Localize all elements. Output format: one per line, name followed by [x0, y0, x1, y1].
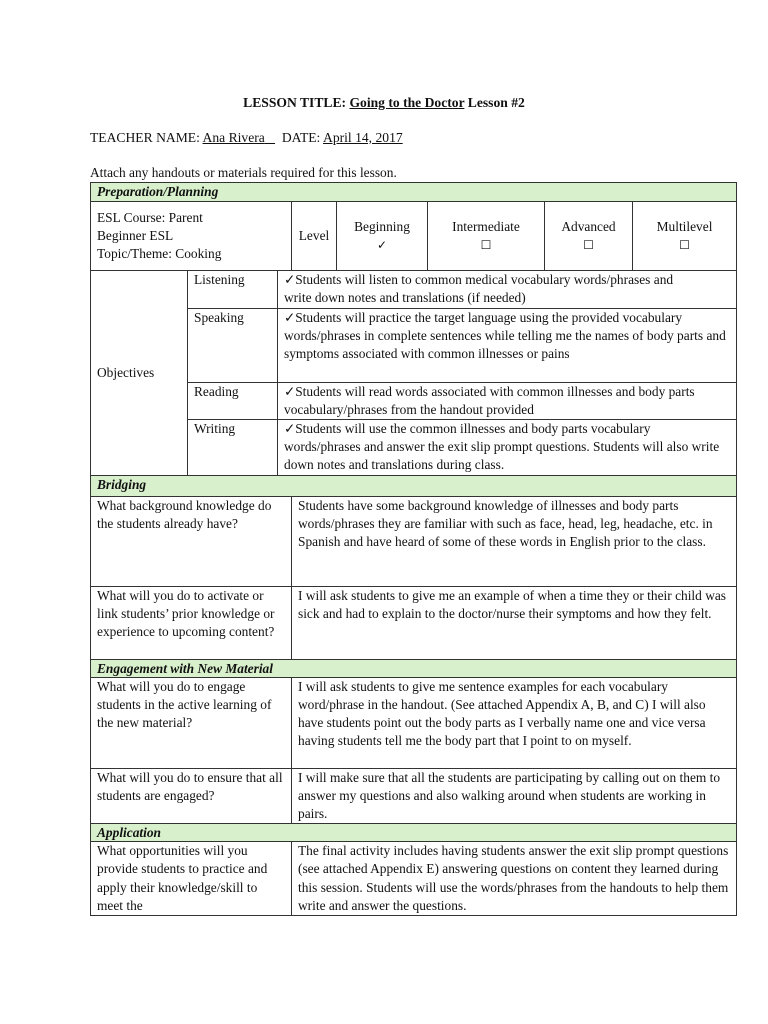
lesson-date: April 14, 2017 [323, 130, 403, 145]
section-heading: Bridging [91, 476, 737, 497]
objective-text: ✓Students will use the common illnesses and body parts vocabulary words/phrases and answer the exit slip prompt questions. Students will also write down notes and translations during class. [278, 420, 737, 476]
topic-line: Topic/Theme: Cooking [97, 246, 222, 261]
level-label-cell: Level [292, 202, 337, 271]
objective-skill: Writing [188, 420, 278, 476]
section-application [91, 824, 737, 842]
lesson-title: Going to the Doctor [349, 95, 465, 110]
answer-cell: I will make sure that all the students are participating by calling out on them to answer my questions and also walking around when students are working in pairs. [292, 769, 737, 824]
qa-row [91, 842, 737, 916]
section-preparation [91, 183, 737, 202]
level-label: Advanced [561, 219, 616, 234]
checkbox-icon: ☐ [480, 238, 492, 252]
check-mark-icon: ✓ [376, 238, 388, 252]
level-intermediate-cell [428, 202, 545, 271]
objective-skill: Speaking [188, 309, 278, 383]
checkbox-icon: ☐ [679, 238, 690, 252]
answer-cell: I will ask students to give me sentence examples for each vocabulary word/phrase in the handout. (See attached Appendix A, B, and C) I will also have students point out the body parts as I verbally name one and vice versa having students tell me the body part that I point to on myself. [292, 678, 737, 769]
objective-text: ✓Students will practice the target language using the provided vocabulary words/phrases in complete sentences while telling me the names of body parts and symptoms associated with common illnesses or pains [278, 309, 737, 383]
section-heading: Preparation/Planning [91, 183, 737, 202]
level-label: Multilevel [656, 219, 713, 234]
teacher-name: Ana Rivera [202, 130, 265, 145]
objective-row [91, 309, 737, 383]
level-advanced-cell [545, 202, 633, 271]
question-cell: What will you do to activate or link students’ prior knowledge or experience to upcoming content? [91, 587, 292, 660]
objective-row [91, 271, 737, 309]
objective-skill: Listening [188, 271, 278, 309]
qa-row [91, 497, 737, 587]
lesson-title-line [0, 95, 768, 111]
qa-row [91, 678, 737, 769]
section-engagement [91, 660, 737, 678]
lesson-plan-table [90, 182, 737, 916]
section-heading: Engagement with New Material [91, 660, 737, 678]
qa-row [91, 769, 737, 824]
question-cell: What background knowledge do the students already have? [91, 497, 292, 587]
level-label: Beginning [354, 219, 410, 234]
course-line: ESL Course: Parent [97, 210, 203, 225]
answer-cell: I will ask students to give me an example of when a time they or their child was sick and had to explain to the doctor/nurse their symptoms and how they felt. [292, 587, 737, 660]
checkbox-icon: ☐ [583, 238, 594, 252]
qa-row [91, 587, 737, 660]
section-heading: Application [91, 824, 737, 842]
question-cell: What will you do to ensure that all students are engaged? [91, 769, 292, 824]
question-cell: What opportunities will you provide students to practice and apply their knowledge/skill to meet the [91, 842, 292, 916]
objective-text: ✓Students will read words associated with common illnesses and body parts vocabulary/phrases from the handout provided [278, 383, 737, 420]
teacher-name-label: TEACHER NAME: [90, 130, 200, 145]
section-bridging [91, 476, 737, 497]
course-level-row [91, 202, 737, 271]
question-cell: What will you do to engage students in the active learning of the new material? [91, 678, 292, 769]
level-beginning-cell [337, 202, 428, 271]
objectives-label: Objectives [91, 271, 188, 476]
date-label: DATE: [281, 130, 321, 145]
objective-text: ✓Students will listen to common medical vocabulary words/phrases and write down notes and translations (if needed) [278, 271, 737, 309]
course-info-cell [91, 202, 292, 271]
level-label: Intermediate [452, 219, 520, 234]
objective-row [91, 420, 737, 476]
objective-row [91, 383, 737, 420]
lesson-title-label: LESSON TITLE: [243, 95, 347, 110]
course-line: Beginner ESL [97, 228, 174, 243]
answer-cell: The final activity includes having students answer the exit slip prompt questions (see attached Appendix E) answering questions on content they learned during this session. Students will use the words/phrases from the handouts to help them write and answer the questions. [292, 842, 737, 916]
level-multilevel-cell [633, 202, 737, 271]
objective-skill: Reading [188, 383, 278, 420]
teacher-date-line [90, 130, 403, 146]
answer-cell: Students have some background knowledge of illnesses and body parts words/phrases they are familiar with such as face, head, leg, headache, etc. in Spanish and have heard of some of these words in English prior to the class. [292, 497, 737, 587]
attach-note: Attach any handouts or materials required for this lesson. [90, 165, 397, 180]
lesson-number: Lesson #2 [467, 95, 525, 110]
